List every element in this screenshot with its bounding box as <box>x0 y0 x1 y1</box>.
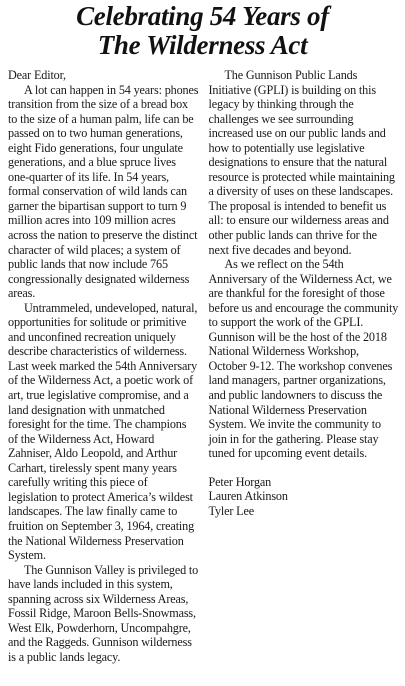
signature-name: Tyler Lee <box>208 503 255 518</box>
headline-line-1: Celebrating 54 Years of <box>76 1 329 31</box>
headline <box>8 0 397 60</box>
paragraph-4: The Gunnison Public Lands Initiative (GPLI) is building on this legacy by thinking through the challenges we see surrounding increased use on our public lands and how to potentially use legislative designations to ensure that the natural resource is protected while maintaining a diversity of uses on these landscapes. The proposal is intended to benefit us all: to ensure our wilderness areas and other public lands can thrive for the next five decades and beyond. <box>208 68 395 257</box>
paragraph-2: Untrammeled, undeveloped, natural, opportunities for solitude or primitive and unconfined recreation uniquely describe characteristics of wilderness. Last week marked the 54th Anniversary of the Wilderness Act, a poetic work of art, true legislative compromise, and a land designation with unmatched foresight for the time. The champions of the Wilderness Act, Howard Zahniser, Aldo Leopold, and Arthur Carhart, tirelessly spent many years carefully writing this piece of legislation to protect America’s wildest landscapes. The law finally came to fruition on September 3, 1964, creating the National Wilderness Preservation System. <box>8 300 198 563</box>
letter-body <box>8 68 399 664</box>
column-right <box>209 68 400 664</box>
column-left <box>8 68 199 664</box>
signature-name: Lauren Atkinson <box>208 489 288 504</box>
paragraph-3: The Gunnison Valley is privileged to have lands included in this system, spanning across six Wilderness Areas, Fossil Ridge, Maroon Bells-Snowmass, West Elk, Powderhorn, Uncompahgre, and the Raggeds. Gunnison wilderness is a public lands legacy. <box>8 562 199 664</box>
signature-name: Peter Horgan <box>208 474 272 489</box>
salutation: Dear Editor, <box>8 68 66 82</box>
paragraph-1: A lot can happen in 54 years: phones transition from the size of a bread box to the size of a human palm, life can be passed on to two human generations, eight Fido generations, four ungulate generations, and a blue spruce lives one-quarter of its life. In 54 years, formal conservation of wild lands can garner the bipartisan support to turn 9 million acres into 109 million acres across the nation to preserve the distinct character of wild places; a system of public lands that now include 765 congressionally designated wilderness areas. <box>8 82 199 301</box>
paragraph-5: As we reflect on the 54th Anniversary of the Wilderness Act, we are thankful for the foresight of those before us and encourage the community to support the work of the GPLI. Gunnison will be the host of the 2018 National Wilderness Workshop, October 9-12. The workshop convenes land managers, partner organizations, and public landowners to discuss the National Wilderness Preservation System. We invite the community to join in for the gathering. Please stay tuned for upcoming event details. <box>208 257 399 461</box>
headline-line-2: The Wilderness Act <box>97 30 308 60</box>
signature-block <box>209 475 400 519</box>
